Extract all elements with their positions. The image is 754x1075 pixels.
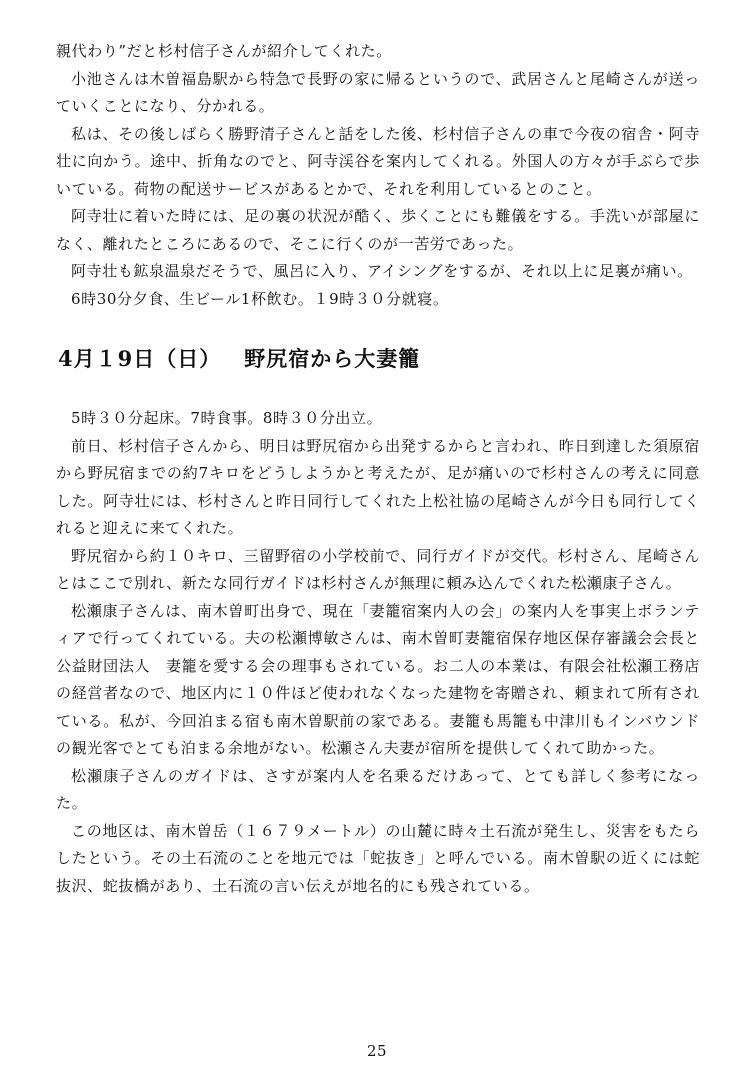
paragraph: 前日、杉村信子さんから、明日は野尻宿から出発するからと言われ、昨日到達した須原宿から野尻宿までの約7キロをどうしようかと考えたが、足が痛いので杉村さんの考えに同意した。阿寺壮には、杉村さんと昨日同行してくれた上松社協の尾崎さんが今日も同行してくれると迎えに来てくれた。 (56, 436, 700, 537)
heading-title: 野尻宿から大妻籠 (244, 346, 421, 371)
paragraph: 5時３０分起床。7時食事。8時３０分出立。 (71, 409, 383, 427)
spacer (56, 313, 700, 344)
document-page (56, 38, 700, 900)
heading-spacer (211, 346, 245, 371)
spacer (56, 374, 700, 405)
paragraph: 小池さんは木曽福島駅から特急で長野の家に帰るというので、武居さんと尾崎さんが送っていくことになり、分かれる。 (56, 69, 700, 115)
paragraph: 松瀬康子さんのガイドは、さすが案内人を名乗るだけあって、とても詳しく参考になった。 (56, 766, 700, 812)
paragraph: 野尻宿から約１０キロ、三留野宿の小学校前で、同行ガイドが交代。杉村さん、尾崎さんとはここで別れ、新たな同行ガイドは杉村さんが無理に頼み込んでくれた松瀬康子さん。 (56, 546, 700, 592)
heading-date: 4月１9日（日） (58, 346, 211, 371)
section-heading (56, 344, 700, 374)
paragraph: 松瀬康子さんは、南木曽町出身で、現在「妻籠宿案内人の会」の案内人を事実上ボランティアで行ってくれている。夫の松瀬博敏さんは、南木曽町妻籠宿保存地区保存審議会会長と公益財団法人 妻籠を愛する会の理事もされている。お二人の本業は、有限会社松瀬工務店の経営者なので、地区内に１０件ほど使われなくなった建物を寄贈され、頼まれて所有されている。私が、今回泊まる宿も南木曽駅前の家である。妻籠も馬籠も中津川もインバウンドの観光客でとても泊まる余地がない。松瀬さん夫妻が宿所を提供してくれて助かった。 (56, 601, 700, 757)
paragraph: この地区は、南木曽岳（１６７９メートル）の山麓に時々土石流が発生し、災害をもたらしたという。その土石流のことを地元では「蛇抜き」と呼んでいる。南木曽駅の近くには蛇抜沢、蛇抜橋があり、土石流の言い伝えが地名的にも残されている。 (56, 821, 700, 895)
paragraph: 6時30分夕食、生ビール1杯飲む。１9時３０分就寝。 (71, 289, 449, 308)
paragraph: 阿寺壮に着いた時には、足の裏の状況が酷く、歩くことにも難儀をする。手洗いが部屋になく、離れたところにあるので、そこに行くのが一苦労であった。 (56, 207, 700, 253)
paragraph: 私は、その後しばらく勝野清子さんと話をした後、杉村信子さんの車で今夜の宿舎・阿寺壮に向かう。途中、折角なのでと、阿寺渓谷を案内してくれる。外国人の方々が手ぶらで歩いている。荷物の配送サービスがあるとかで、それを利用しているとのこと。 (56, 124, 700, 198)
paragraph: 親代わり”だと杉村信子さんが紹介してくれた。 (56, 42, 392, 60)
paragraph: 阿寺壮も鉱泉温泉だそうで、風呂に入り、アイシングをするが、それ以上に足裏が痛い。 (71, 262, 693, 280)
page-number: 25 (366, 1042, 388, 1060)
